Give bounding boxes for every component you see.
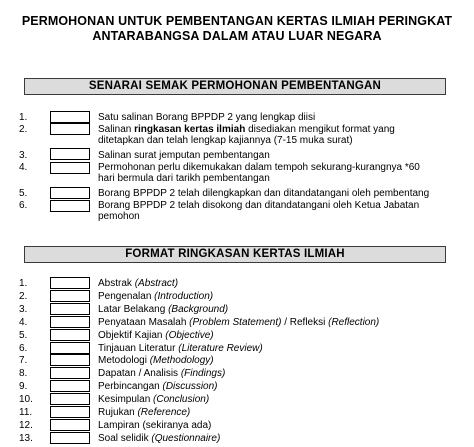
checkbox[interactable] bbox=[50, 406, 90, 418]
item-number: 3. bbox=[19, 303, 28, 315]
item-text: Satu salinan Borang BPPDP 2 yang lengkap diisi bbox=[98, 112, 316, 123]
checkbox[interactable] bbox=[50, 419, 90, 431]
item-text: Latar Belakang (Background) bbox=[98, 303, 229, 315]
item-text: Metodologi (Methodology) bbox=[98, 355, 214, 367]
item-text-line2: pemohon bbox=[98, 211, 140, 222]
checkbox[interactable] bbox=[50, 354, 90, 366]
item-text: Lampiran (sekiranya ada) bbox=[98, 419, 212, 431]
item-number: 9. bbox=[19, 381, 28, 393]
item-text: Kesimpulan (Conclusion) bbox=[98, 394, 210, 406]
item-number: 5. bbox=[19, 188, 28, 199]
checkbox[interactable] bbox=[50, 123, 90, 135]
checkbox[interactable] bbox=[50, 432, 90, 444]
item-number: 1. bbox=[19, 278, 28, 289]
item-text: Pengenalan (Introduction) bbox=[98, 290, 214, 302]
item-number: 3. bbox=[19, 150, 28, 161]
item-text-line2: hari bermula dari tarikh pembentangan bbox=[98, 173, 270, 184]
checkbox[interactable] bbox=[50, 111, 90, 123]
item-text-line2: ditetapkan dan telah lengkap kajiannya (7-15 muka surat) bbox=[98, 135, 353, 146]
title-line-2: ANTARABANGSA DALAM ATAU LUAR NEGARA bbox=[92, 29, 382, 43]
item-number: 2. bbox=[19, 124, 28, 135]
item-number: 1. bbox=[19, 112, 28, 123]
item-number: 6. bbox=[19, 200, 28, 211]
checkbox[interactable] bbox=[50, 393, 90, 405]
checkbox[interactable] bbox=[50, 277, 90, 289]
item-number: 2. bbox=[19, 290, 28, 302]
item-text: Abstrak (Abstract) bbox=[98, 278, 179, 289]
item-number: 7. bbox=[19, 355, 28, 367]
checkbox[interactable] bbox=[50, 329, 90, 341]
item-number: 5. bbox=[19, 329, 28, 341]
item-text: Tinjauan Literatur (Literature Review) bbox=[98, 342, 263, 354]
item-number: 4. bbox=[19, 316, 28, 328]
checkbox[interactable] bbox=[50, 187, 90, 199]
item-number: 4. bbox=[19, 162, 28, 173]
item-number: 12. bbox=[19, 419, 33, 431]
checkbox[interactable] bbox=[50, 290, 90, 302]
item-text: Salinan surat jemputan pembentangan bbox=[98, 150, 270, 161]
checkbox[interactable] bbox=[50, 380, 90, 392]
checkbox[interactable] bbox=[50, 303, 90, 315]
item-text-post: disediakan mengikut format yang bbox=[245, 124, 395, 135]
checkbox[interactable] bbox=[50, 316, 90, 328]
checkbox[interactable] bbox=[50, 342, 90, 354]
item-number: 10. bbox=[19, 394, 33, 406]
item-number: 13. bbox=[19, 432, 33, 444]
item-number: 6. bbox=[19, 342, 28, 354]
checklist-heading: SENARAI SEMAK PERMOHONAN PEMBENTANGAN bbox=[24, 78, 446, 95]
item-text bbox=[98, 124, 468, 135]
checkbox[interactable] bbox=[50, 148, 90, 160]
item-text: Rujukan (Reference) bbox=[98, 407, 191, 418]
item-text: Borang BPPDP 2 telah disokong dan ditandatangani oleh Ketua Jabatan bbox=[98, 200, 420, 211]
checkbox[interactable] bbox=[50, 367, 90, 379]
item-text: Penyataan Masalah (Problem Statement) / Refleksi (Reflection) bbox=[98, 316, 380, 328]
document-title bbox=[0, 14, 474, 44]
title-line-1: PERMOHONAN UNTUK PEMBENTANGAN KERTAS ILMIAH PERINGKAT bbox=[21, 14, 453, 28]
item-text-pre: Salinan bbox=[98, 124, 135, 135]
checkbox[interactable] bbox=[50, 200, 90, 212]
item-text: Permohonan perlu dikemukakan dalam tempoh sekurang-kurangnya *60 bbox=[98, 162, 420, 173]
item-text: Dapatan / Analisis (Findings) bbox=[98, 368, 226, 380]
item-text: Borang BPPDP 2 telah dilengkapkan dan ditandatangani oleh pembentang bbox=[98, 188, 430, 199]
item-number: 8. bbox=[19, 368, 28, 380]
item-text: Objektif Kajian (Objective) bbox=[98, 329, 214, 341]
checkbox[interactable] bbox=[50, 162, 90, 174]
item-text: Soal selidik (Questionnaire) bbox=[98, 432, 221, 444]
format-heading: FORMAT RINGKASAN KERTAS ILMIAH bbox=[24, 246, 446, 263]
item-text-bold: ringkasan kertas ilmiah bbox=[134, 124, 246, 135]
item-text: Perbincangan (Discussion) bbox=[98, 381, 218, 393]
item-number: 11. bbox=[19, 407, 33, 418]
